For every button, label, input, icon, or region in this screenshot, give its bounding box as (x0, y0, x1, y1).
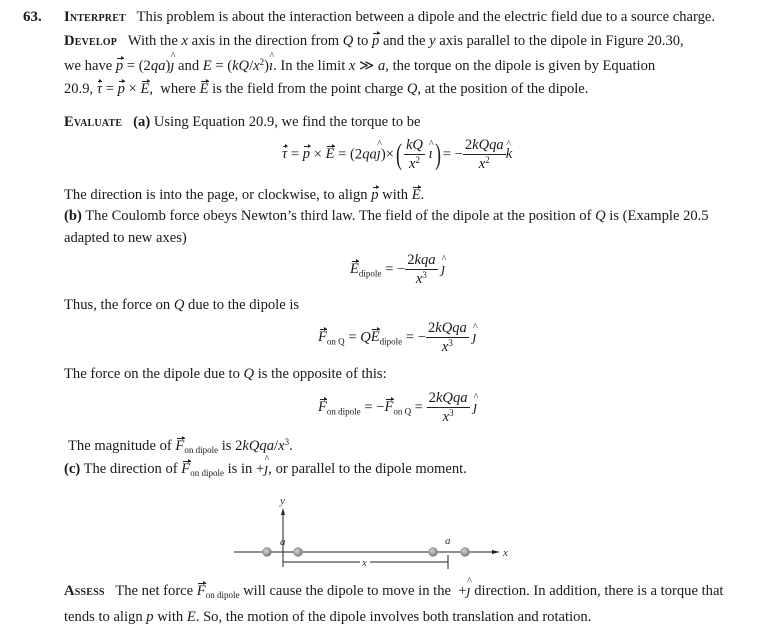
assess-line-1 (64, 584, 724, 600)
equation-e-dipole: $E_{dipole}$ = − $\frac{\text{2kqa}}{x^3}$ ^ ȷ (350, 252, 445, 288)
x-axis-label: x (503, 547, 508, 559)
sub-on-dipole: on dipole (184, 445, 219, 455)
evaluate-heading: Evaluate (64, 114, 123, 130)
develop-text-1: With the x axis in the direction from Q to p and the y axis parallel to the dipole in Figure 20.30, (127, 33, 684, 49)
charge-right-1 (429, 548, 438, 557)
assess-line-2: tends to align p with E. So, the motion of the dipole involves both translation and rotation. (64, 609, 592, 625)
sub-on-q: on Q (326, 336, 345, 347)
interpret-heading: Interpret (64, 9, 126, 25)
x-axis-arrow-icon (492, 550, 500, 554)
sub-on-dipole: on dipole (326, 406, 361, 417)
y-axis-arrow-icon (281, 508, 285, 515)
right-a-label: a (445, 535, 451, 547)
opposite-text: The force on the dipole due to Q is the opposite of this: (64, 366, 387, 382)
sub-dipole: dipole (358, 268, 382, 279)
develop-line-3: 20.9, τ = p × E, where E is the field from the point charge Q, at the position of the dipole. (64, 81, 589, 97)
distance-label: x (362, 557, 367, 569)
part-b-line-2: adapted to new axes) (64, 230, 187, 246)
charge-left-1 (263, 548, 272, 557)
part-a-text: Using Equation 20.9, we find the torque to be (153, 114, 421, 130)
part-b-text: The Coulomb force obeys Newton’s third law. The field of the dipole at the position of Q is (Example 20.5 (85, 208, 709, 224)
part-c-text: The direction of $F_{on dipole}$ is in +^ ȷ, or parallel to the dipole moment. (84, 461, 467, 477)
left-a-label: a (280, 536, 286, 548)
equation-f-on-dipole: $F_{on dipole} = -F_{on Q}$ = $\frac{\text{2kQqa}}{x^3}$ ^ ȷ (318, 390, 477, 426)
assess-heading: Assess (64, 583, 105, 599)
sub-dipole: dipole (379, 336, 403, 347)
sub-on-dipole: on dipole (205, 590, 240, 600)
magnitude-text: The magnitude of $F_{on dipole}$ is $2kQqa/x^3$. (68, 437, 293, 455)
part-c-label: (c) (64, 461, 81, 477)
equation-f-on-q: $F_{on Q} = QE_{dipole}$ = − $\frac{\text{2kQqa}}{x^3}$ ^ ȷ (318, 320, 477, 356)
charge-right-2 (461, 548, 470, 557)
thus-text: Thus, the force on Q due to the dipole is (64, 297, 300, 313)
problem-number: 63. (23, 9, 42, 25)
part-a-label: (a) (133, 114, 151, 130)
sub-on-q: on Q (393, 406, 412, 417)
part-b-label: (b) (64, 208, 82, 224)
interpret-text: This problem is about the interaction between a dipole and the electric field due to a source charge. (136, 9, 716, 25)
equation-torque: τ = p × E = (2qa^ ȷ)×( $\frac{kQ}{x^2}$ ^ ı) = − $\frac{\text{2kQqa}}{x^2}$ ^ k (282, 137, 512, 173)
direction-text: The direction is into the page, or clockwise, to align p with E. (64, 187, 425, 203)
charge-left-2 (294, 548, 303, 557)
assess-text-1: The net force $F_{on dipole}$ will cause the dipole to move in the +^ ȷ direction. In addition, there is a torque that (115, 583, 723, 599)
develop-heading: Develop (64, 33, 118, 49)
sub-on-dipole: on dipole (190, 468, 224, 478)
develop-line-2: we have p = (2qa)^ ȷ and $E = (kQ/x^2)\^{}$ ı. In the limit x ≫ a, the torque on the dipole is given by Equation (64, 58, 655, 74)
y-axis-label: y (280, 495, 285, 507)
